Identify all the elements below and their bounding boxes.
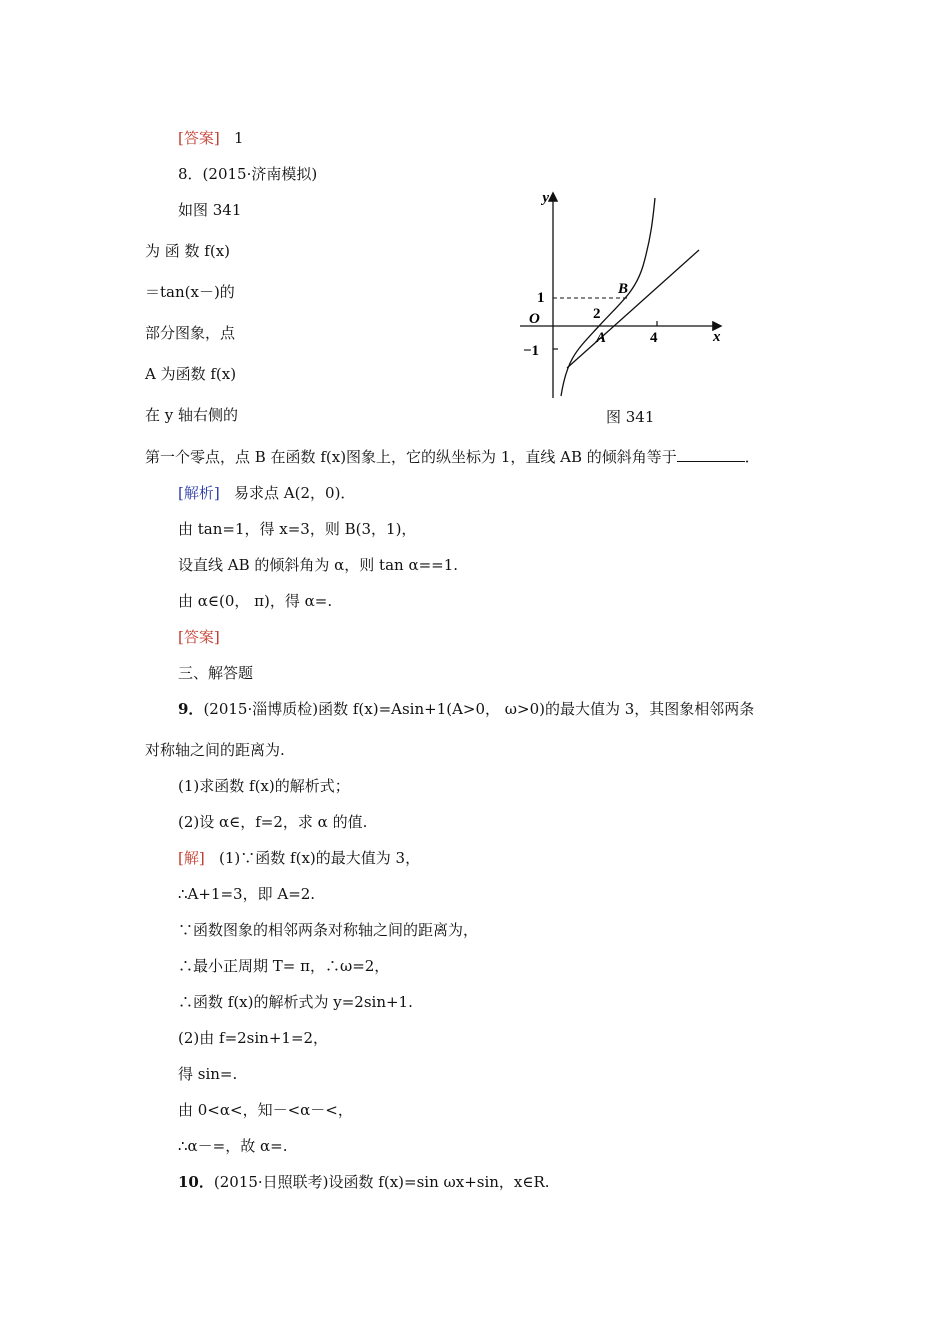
question-number: 8． [178, 165, 203, 183]
question-text: 第一个零点，点 B 在函数 f(x)图象上，它的纵坐标为 1，直线 AB 的倾斜角等于 [145, 448, 677, 466]
analysis-line: 由 α∈(0， π)，得 α=. [178, 592, 333, 610]
answer-tag: [答案] [178, 628, 220, 646]
question-number: 10． [178, 1173, 214, 1191]
q8-wrap-line: 为 函 数 f(x) [145, 242, 231, 260]
q8-wrap-line: 部分图象，点 [145, 324, 236, 342]
q10-line [178, 1172, 550, 1192]
tan-graph-figure [515, 188, 735, 403]
q9-solution-first [178, 848, 420, 868]
point-label-a: A [596, 330, 607, 346]
solution-line: 得 sin=. [178, 1065, 238, 1083]
line-ab [567, 250, 699, 368]
solution-line: (1)∵函数 f(x)的最大值为 3， [219, 849, 421, 867]
q9-line-1 [178, 699, 754, 719]
q8-wrap-line: A 为函数 f(x) [145, 365, 237, 383]
solution-line: ∴A+1=3，即 A=2. [178, 885, 316, 903]
q7-answer-line [178, 128, 244, 148]
x-axis-label: x [713, 329, 721, 345]
tick-label-four: 4 [650, 330, 658, 346]
q8-wrap-line: 如图 341 [178, 201, 242, 219]
solution-line: ∴α－=，故 α=. [178, 1137, 288, 1155]
answer-value: 1 [234, 129, 244, 147]
section-title: 三、解答题 [178, 664, 254, 682]
figure-caption: 图 341 [606, 408, 655, 426]
analysis-line: 易求点 A(2，0)． [234, 484, 356, 502]
tick-label-neg-one: −1 [523, 343, 540, 359]
q8-question-line [145, 447, 760, 467]
q8-wrap-line: 在 y 轴右侧的 [145, 406, 239, 424]
analysis-line: 由 tan=1，得 x=3，则 B(3，1)， [178, 520, 417, 538]
tan-curve [561, 198, 655, 396]
q9-part: (2)设 α∈，f=2，求 α 的值. [178, 813, 368, 831]
origin-label: O [529, 311, 540, 327]
y-axis-label: y [542, 190, 549, 206]
tick-label-two: 2 [593, 306, 601, 322]
solution-line: ∴函数 f(x)的解析式为 y=2sin+1. [178, 993, 413, 1011]
q8-analysis-first [178, 483, 355, 503]
solution-line: ∵函数图象的相邻两条对称轴之间的距离为， [178, 921, 479, 939]
solution-line: ∴最小正周期 T= π，∴ω=2， [178, 957, 390, 975]
tick-label-one: 1 [537, 290, 545, 306]
answer-tag: [答案] [178, 129, 220, 147]
q8-wrap-line: ＝tan(x－)的 [145, 283, 235, 301]
q9-part: (1)求函数 f(x)的解析式； [178, 777, 350, 795]
q8-header [178, 164, 317, 184]
solution-line: (2)由 f=2sin+1=2， [178, 1029, 329, 1047]
answer-blank [677, 447, 745, 462]
solution-line: 由 0<α<，知－<α－<， [178, 1101, 353, 1119]
solution-tag: [解] [178, 849, 205, 867]
question-source: (2015·济南模拟) [202, 165, 318, 183]
question-number: 9． [178, 700, 204, 718]
point-label-b: B [618, 281, 629, 297]
question-end: ． [744, 448, 760, 466]
q9-line-2: 对称轴之间的距离为. [145, 741, 285, 759]
analysis-tag: [解析] [178, 484, 220, 502]
question-text: (2015·日照联考)设函数 f(x)=sin ωx+sin，x∈R. [213, 1173, 550, 1191]
analysis-line: 设直线 AB 的倾斜角为 α，则 tan α==1. [178, 556, 459, 574]
question-text: (2015·淄博质检)函数 f(x)=Asin+1(A>0， ω>0)的最大值为 3，其图象相邻两条 [203, 700, 755, 718]
